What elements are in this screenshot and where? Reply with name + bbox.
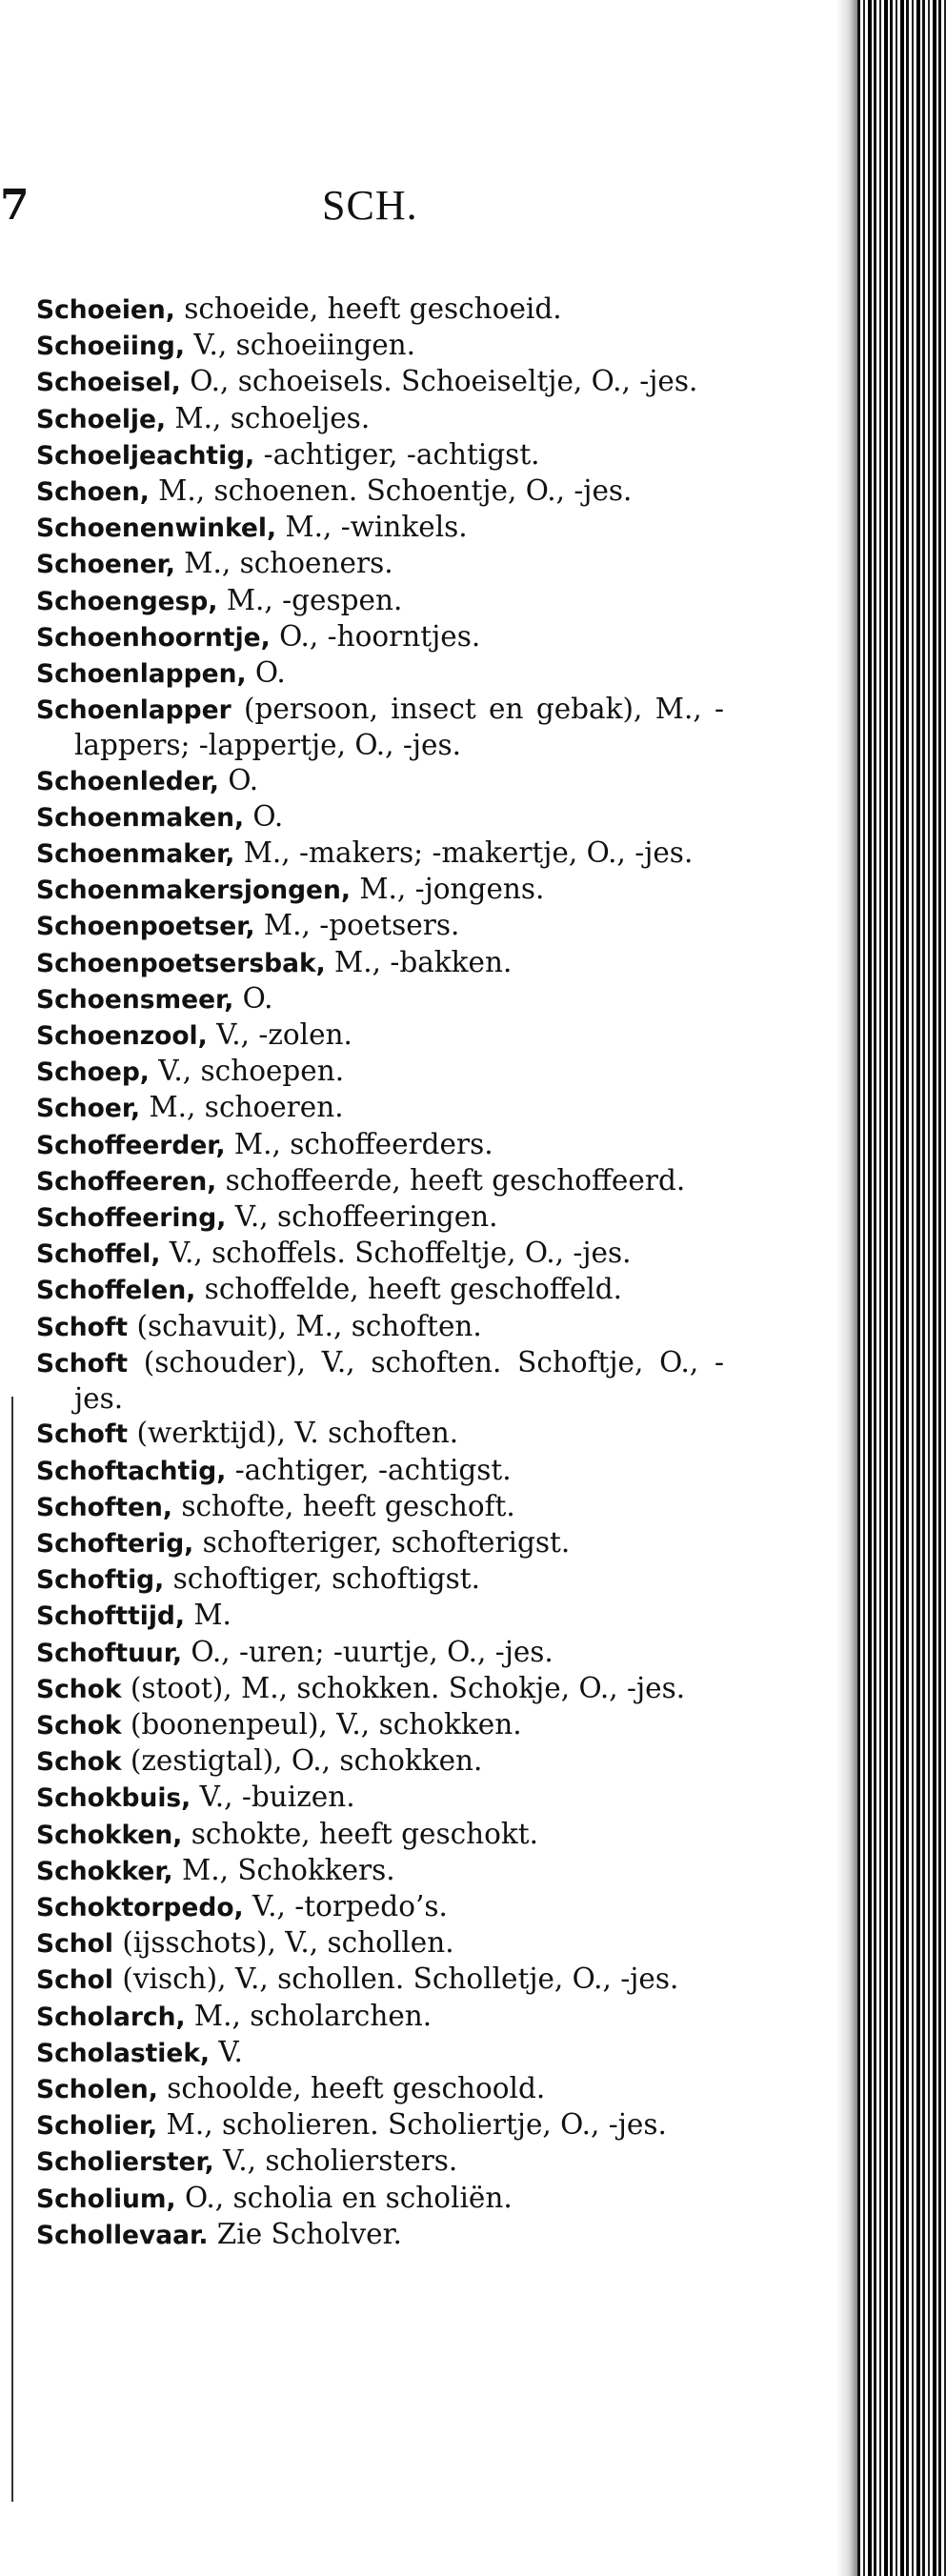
entry-headword: Schoenmakersjongen, [36,875,351,906]
entry-headword: Schoenzool, [36,1021,208,1052]
margin-rule [11,1397,13,2502]
entry-definition: (visch), V., schollen. Scholletje, O., -jes. [112,1962,679,1996]
dictionary-entry [36,1090,724,1126]
dictionary-entry [36,1236,724,1272]
entry-definition: O., scholia en scholiën. [175,2181,513,2214]
entry-headword: Schok [36,1710,122,1741]
entry-headword: Schoeien, [36,295,175,325]
entry-definition: O. [233,981,273,1015]
dictionary-entry [36,1309,724,1345]
entry-headword: Schoenlapper [36,695,231,726]
entry-definition: schofte, heeft geschoft. [171,1489,515,1522]
dictionary-entry [36,799,724,835]
dictionary-entry [36,1635,724,1671]
entry-definition: M., -gespen. [217,583,403,616]
entry-headword: Scholier, [36,2111,158,2142]
entry-headword: Schoft [36,1312,129,1342]
dictionary-entry [36,835,724,872]
entry-headword: Schoensmeer, [36,984,234,1015]
entry-definition: (schouder), V., schoften. Schoftje, O., -jes. [74,1345,724,1416]
dictionary-entry [36,1453,724,1489]
entry-definition: V., -zolen. [207,1018,352,1052]
dictionary-entry [36,1272,724,1308]
entry-headword: Schoeljeachtig, [36,440,255,471]
dictionary-entry [36,292,724,328]
dictionary-entry [36,1707,724,1743]
entry-headword: Schoenleder, [36,766,219,796]
entry-definition: M., -bakken. [325,945,513,978]
dictionary-entry [36,2035,724,2071]
entry-definition: V., schoeiingen. [184,329,416,362]
dictionary-entry [36,763,724,799]
dictionary-entry [36,908,724,944]
entry-headword: Schoenhoorntje, [36,622,271,653]
entry-headword: Schoftig, [36,1565,165,1596]
dictionary-entry [36,1054,724,1090]
entry-headword: Schollevaar. [36,2220,209,2250]
dictionary-entry [36,546,724,582]
entry-headword: Schofttijd, [36,1601,185,1632]
running-head: SCH. [322,182,418,229]
entry-definition: M. [184,1599,231,1632]
dictionary-entry [36,1598,724,1634]
entry-headword: Schoffeeren, [36,1166,217,1197]
entry-headword: Schoffeerder, [36,1130,226,1160]
entry-headword: Schoft [36,1348,129,1379]
entry-headword: Schokken, [36,1820,183,1850]
dictionary-entry [36,1889,724,1925]
entry-headword: Schoft [36,1419,129,1450]
entry-headword: Schoftachtig, [36,1456,227,1486]
dictionary-entry [36,872,724,908]
entry-definition: O., schoeisels. Schoeiseltje, O., -jes. [180,365,698,398]
entry-definition: M., schoeljes. [166,401,371,434]
dictionary-entry [36,1199,724,1236]
entry-definition: O. [246,656,286,690]
entry-definition: M., schoeren. [140,1091,344,1124]
entry-headword: Schok [36,1747,122,1778]
dictionary-entry [36,619,724,655]
entry-headword: Schoer, [36,1094,141,1124]
book-binding-edge [857,0,946,2576]
entry-headword: Schoftuur, [36,1638,183,1668]
entry-definition: (boonenpeul), V., schokken. [121,1707,522,1741]
entry-definition: O., -uren; -uurtje, O., -jes. [182,1635,554,1668]
dictionary-entry [36,945,724,981]
entry-headword: Schoep, [36,1057,150,1088]
entry-definition: V., schoffeeringen. [226,1200,498,1234]
dictionary-entry [36,1017,724,1054]
entry-headword: Schoengesp, [36,586,218,616]
entry-headword: Scholierster, [36,2147,214,2178]
entry-headword: Schokbuis, [36,1783,191,1814]
dictionary-entry [36,1163,724,1199]
dictionary-entry [36,1127,724,1163]
entry-headword: Schoenenwinkel, [36,513,277,544]
entry-headword: Schoenlappen, [36,659,247,690]
entry-headword: Schoenmaken, [36,802,245,833]
dictionary-entry [36,1962,724,1998]
dictionary-entry [36,1416,724,1452]
entry-definition: schoolde, heeft geschoold. [157,2071,546,2104]
entry-definition: O. [218,763,259,796]
dictionary-entry [36,2107,724,2143]
entry-headword: Scholarch, [36,2002,186,2032]
dictionary-entry [36,1999,724,2035]
entry-headword: Schol [36,1929,113,1960]
dictionary-entry [36,328,724,364]
entry-definition: (persoon, insect en gebak), M., -lappers; -lappertje, O., -jes. [74,693,724,762]
entry-definition: schoffelde, heeft geschoffeld. [195,1273,622,1306]
entry-definition: (schavuit), M., schoften. [128,1309,482,1342]
entry-headword: Schofterig, [36,1528,194,1559]
entry-definition: (stoot), M., schokken. Schokje, O., -jes. [121,1671,686,1704]
dictionary-entry [36,2143,724,2180]
entry-definition: (werktijd), V. schoften. [128,1417,459,1450]
dictionary-entry [36,2181,724,2217]
dictionary-entry [36,1780,724,1816]
entry-definition: M., -makers; -makertje, O., -jes. [234,836,694,870]
dictionary-entry [36,981,724,1017]
entry-headword: Scholen, [36,2074,158,2104]
entry-definition: M., -poetsers. [254,909,460,942]
dictionary-entry [36,1853,724,1889]
entry-headword: Schol [36,1965,113,1996]
entry-definition: schoftiger, schoftigst. [164,1562,481,1596]
entry-definition: Zie Scholver. [208,2217,402,2250]
dictionary-entry [36,510,724,546]
entry-definition: V., -torpedo’s. [243,1889,448,1922]
entry-definition: M., schoffeerders. [225,1127,493,1160]
dictionary-entry [36,1525,724,1561]
entry-headword: Schoenpoetser, [36,912,255,942]
entry-headword: Schokker, [36,1856,173,1886]
entry-headword: Schoffeering, [36,1203,227,1234]
entry-headword: Schok [36,1674,122,1704]
entry-definition: -achtiger, -achtigst. [226,1453,512,1486]
dictionary-entry [36,364,724,400]
entry-definition: O., -hoorntjes. [270,619,481,653]
entry-definition: schokte, heeft geschokt. [182,1817,538,1850]
dictionary-entry [36,1489,724,1525]
page-number: 7 [0,181,30,230]
dictionary-entry [36,1671,724,1707]
entry-definition: V. [210,2035,243,2068]
dictionary-entry [36,1743,724,1780]
entry-definition: -achtiger, -achtigst. [254,437,540,471]
dictionary-entry [36,401,724,437]
entry-definition: M., schoenen. Schoentje, O., -jes. [149,474,633,508]
entry-headword: Scholastiek, [36,2038,211,2068]
dictionary-entry [36,655,724,692]
binding-shadow [836,0,857,2576]
dictionary-entry [36,437,724,473]
dictionary-entry [36,692,724,762]
entry-headword: Schoffelen, [36,1276,196,1306]
dictionary-entry [36,1817,724,1853]
entry-definition: schoeide, heeft geschoeid. [174,292,562,325]
dictionary-entry [36,2071,724,2107]
dictionary-entry [36,2217,724,2253]
dictionary-entry [36,1561,724,1598]
entry-headword: Schoelje, [36,404,167,434]
entry-definition: V., scholiersters. [213,2144,458,2178]
entry-headword: Schoen, [36,477,150,508]
entry-definition: O. [244,799,284,833]
entry-definition: schofteriger, schofterigst. [193,1525,571,1559]
entry-headword: Scholium, [36,2184,176,2214]
entry-definition: (zestigtal), O., schokken. [121,1744,483,1778]
entry-definition: M., Schokkers. [172,1853,395,1886]
entry-definition: (ijsschots), V., schollen. [112,1926,454,1960]
entry-definition: V., -buizen. [191,1781,355,1814]
entry-definition: M., -jongens. [350,873,545,906]
entry-headword: Schoener, [36,550,175,580]
entry-headword: Schoenpoetsersbak, [36,948,326,978]
entry-headword: Schoften, [36,1492,172,1522]
dictionary-entry [36,583,724,619]
entry-list [36,292,724,2253]
dictionary-entry [36,1345,724,1416]
entry-headword: Schoffel, [36,1239,161,1270]
entry-definition: M., -winkels. [276,511,468,544]
dictionary-entry [36,1925,724,1962]
entry-definition: M., scholieren. Scholiertje, O., -jes. [157,2108,667,2142]
entry-headword: Schoenmaker, [36,839,235,870]
entry-headword: Schoeisel, [36,368,181,398]
entry-headword: Schoktorpedo, [36,1892,244,1922]
entry-headword: Schoeiing, [36,332,185,362]
entry-definition: schoffeerde, heeft geschoffeerd. [216,1163,686,1197]
entry-definition: M., scholarchen. [185,1999,433,2032]
dictionary-entry [36,473,724,510]
entry-definition: M., schoeners. [174,547,393,580]
entry-definition: V., schoepen. [149,1055,345,1088]
entry-definition: V., schoffels. Schoffeltje, O., -jes. [160,1237,632,1270]
